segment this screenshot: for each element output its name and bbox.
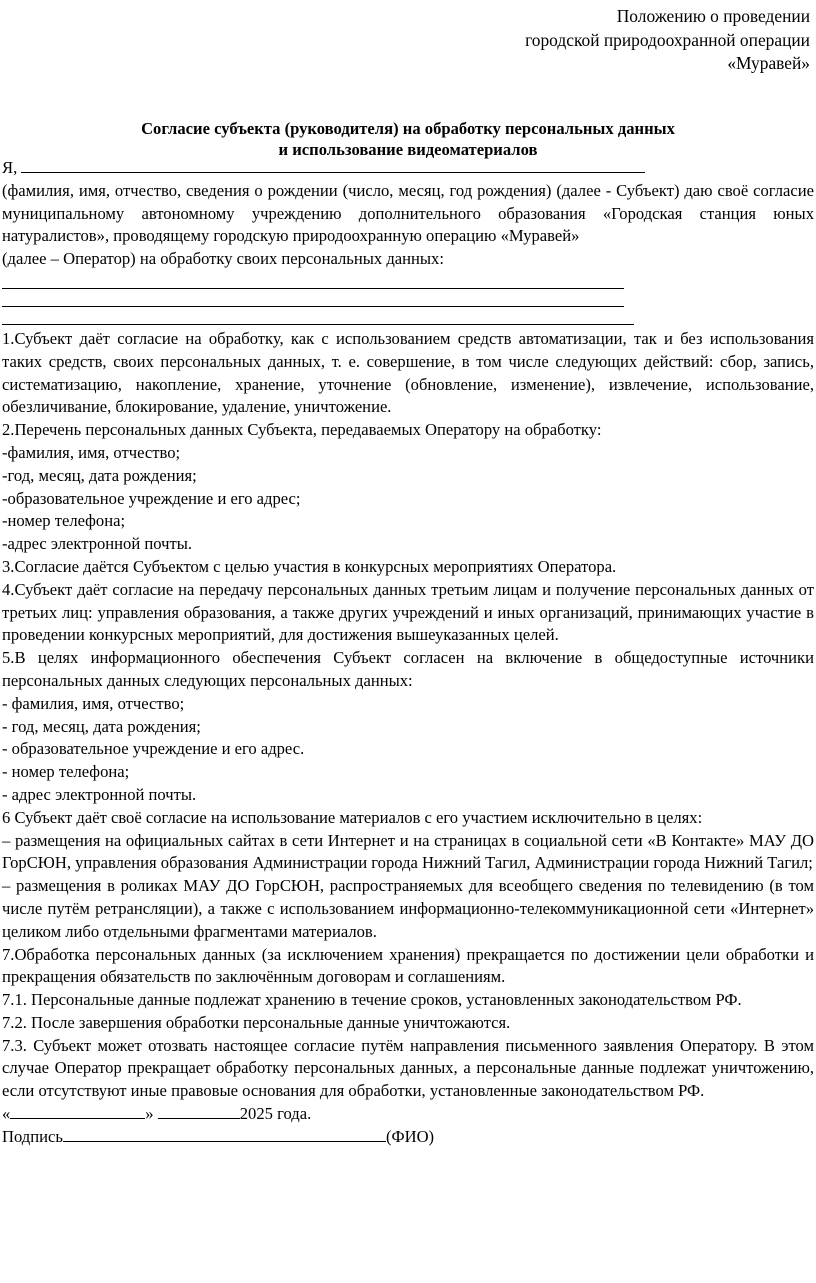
header-line-1: Положению о проведении bbox=[616, 6, 810, 26]
day-blank bbox=[10, 1103, 145, 1119]
list-item: - фамилия, имя, отчество; bbox=[2, 693, 185, 713]
operator-line: (далее – Оператор) на обработку своих персональных данных: bbox=[2, 249, 444, 269]
list-item: - год, месяц, дата рождения; bbox=[2, 716, 201, 736]
title-line-2: и использование видеоматериалов bbox=[278, 140, 538, 159]
blank-line-1 bbox=[2, 271, 624, 289]
item-5: 5.В целях информационного обеспечения Субъект согласен на включение в общедоступные источники персональных данных следующих персональных данных: bbox=[2, 648, 814, 690]
list-item: -адрес электронной почты. bbox=[2, 534, 193, 554]
year-text: 2025 года. bbox=[239, 1104, 312, 1124]
item-5-list bbox=[2, 693, 814, 807]
item-6: 6 Субъект даёт своё согласие на использование материалов с его участием исключительно в целях: bbox=[2, 807, 703, 827]
title-line-1: Согласие субъекта (руководителя) на обработку персональных данных bbox=[141, 119, 675, 138]
item-1: 1.Субъект даёт согласие на обработку, как с использованием средств автоматизации, так и без использования таких средств, своих персональных данных, т. е. совершение, в том числе следующих действий: сбор, запись, систематизацию, накопление, хранение, уточнение (обновление, изменение), извлечение, использование, обезличивание, блокирование, удаление, уничтожение. bbox=[2, 328, 814, 417]
item-3: 3.Согласие даётся Субъектом с целью участия в конкурсных мероприятиях Оператора. bbox=[2, 556, 617, 576]
signature-blank bbox=[63, 1126, 386, 1142]
blank-line-2 bbox=[2, 289, 624, 307]
date-line bbox=[2, 1103, 814, 1126]
list-item: -номер телефона; bbox=[2, 511, 126, 531]
header-line-2: городской природоохранной операции bbox=[525, 29, 810, 50]
fio-label: (ФИО) bbox=[385, 1126, 435, 1146]
intro-paragraph: (фамилия, имя, отчество, сведения о рождении (число, месяц, год рождения) (далее - Субъект) даю своё согласие муниципальному автономному учреждению дополнительного образования «Городская станция юных натуралистов», проводящему городскую природоохранную операцию «Муравей» bbox=[2, 180, 814, 246]
item-7-2: 7.2. После завершения обработки персональные данные уничтожаются. bbox=[2, 1012, 511, 1032]
name-line bbox=[2, 157, 814, 180]
list-item: - номер телефона; bbox=[2, 762, 130, 782]
list-item: - образовательное учреждение и его адрес. bbox=[2, 739, 305, 759]
ya-label: Я, bbox=[2, 158, 18, 177]
header-line-3: «Муравей» bbox=[727, 53, 810, 74]
list-item: - адрес электронной почты. bbox=[2, 784, 197, 804]
item-7: 7.Обработка персональных данных (за исключением хранения) прекращается по достижении цели обработки и прекращения обязательств по заключённым договорам и соглашениям. bbox=[2, 944, 814, 987]
item-4: 4.Субъект даёт согласие на передачу персональных данных третьим лицам и получение персональных данных от третьих лиц: управления образования, а также других учреждений и иных организаций, принимающих участие в проведении конкурсных мероприятий, для достижения вышеуказанных целей. bbox=[2, 579, 814, 645]
list-item: -год, месяц, дата рождения; bbox=[2, 465, 197, 485]
quote-open: « bbox=[2, 1104, 11, 1124]
sign-label: Подпись bbox=[2, 1126, 63, 1146]
item-2: 2.Перечень персональных данных Субъекта, передаваемых Оператору на обработку: bbox=[2, 420, 602, 440]
item-2-list bbox=[2, 442, 814, 556]
month-blank bbox=[158, 1103, 240, 1119]
item-6b: – размещения в роликах МАУ ДО ГорСЮН, распространяемых для всеобщего сведения по телевидению (в том числе путём ретрансляции), а также с использованием информационно-телекоммуникационной сети «Интернет» целиком либо отдельными фрагментами материалов. bbox=[2, 876, 814, 941]
document-body bbox=[2, 157, 814, 1149]
blank-line-3 bbox=[2, 307, 634, 325]
item-6a: – размещения на официальных сайтах в сети Интернет и на страницах в социальной сети «В Контакте» МАУ ДО ГорСЮН, управления образования Администрации города Нижний Тагил, Администрации города Нижний Тагил; bbox=[2, 830, 814, 873]
list-item: -образовательное учреждение и его адрес; bbox=[2, 488, 301, 508]
signature-line bbox=[2, 1126, 814, 1149]
name-blank bbox=[21, 157, 645, 173]
document-header bbox=[525, 5, 810, 76]
document-title bbox=[0, 118, 816, 160]
list-item: -фамилия, имя, отчество; bbox=[2, 442, 181, 462]
item-7-3: 7.3. Субъект может отозвать настоящее согласие путём направления письменного заявления Оператору. В этом случае Оператор прекращает обработку персональных данных, а персональные данные подлежат уничтожению, если отсутствуют иные правовые основания для обработки, установленные законодательством РФ. bbox=[2, 1035, 814, 1101]
item-7-1: 7.1. Персональные данные подлежат хранению в течение сроков, установленных законодательством РФ. bbox=[2, 990, 742, 1010]
quote-close: » bbox=[145, 1104, 154, 1124]
